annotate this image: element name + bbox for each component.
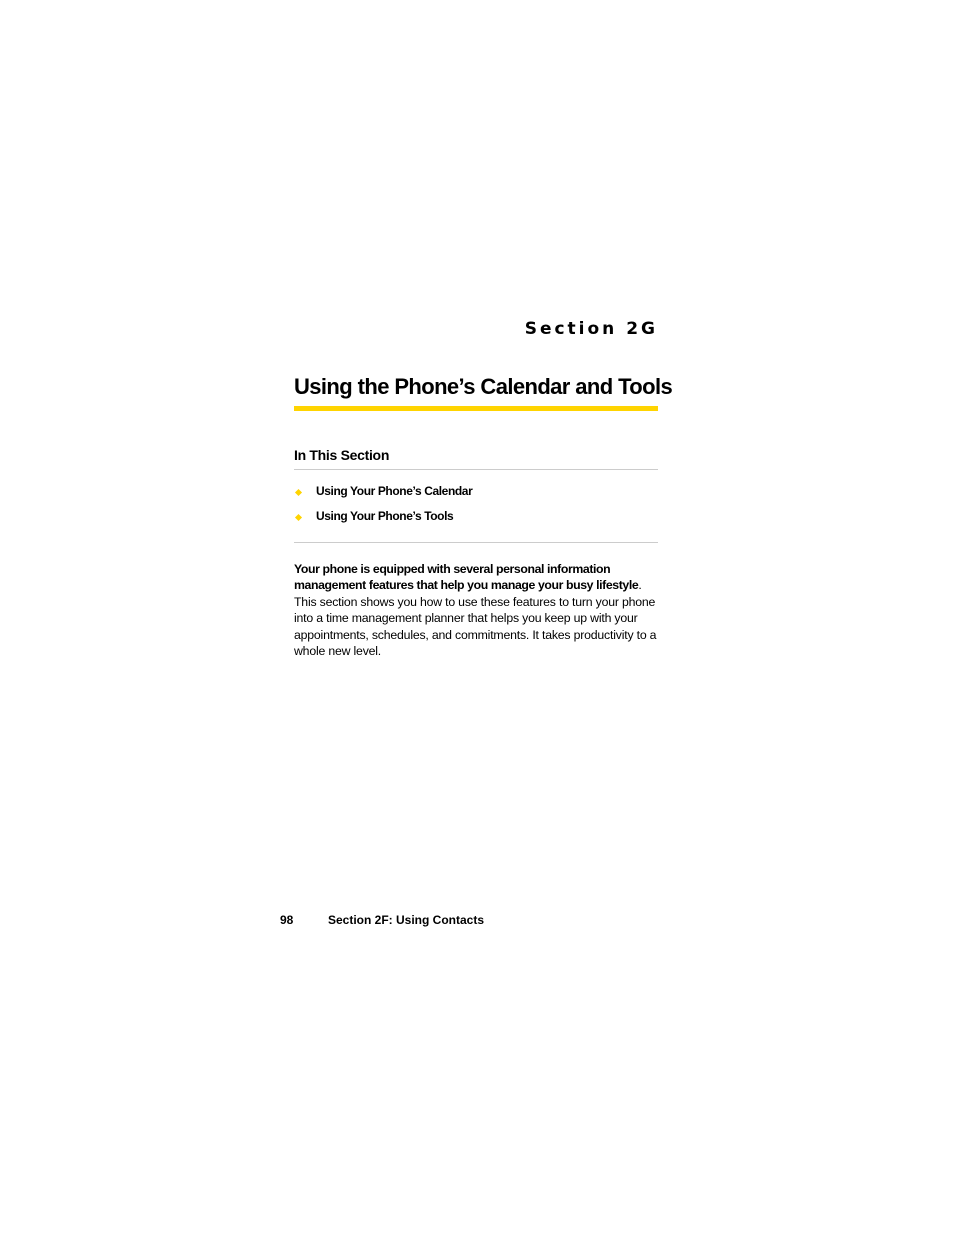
section-divider-bottom	[294, 542, 658, 543]
intro-lead: Your phone is equipped with several personal information management features that help you manage your busy lifestyle	[294, 562, 639, 593]
section-divider-top	[294, 469, 658, 470]
page-footer	[280, 911, 484, 929]
footer-section-ref: Section 2F: Using Contacts	[328, 913, 485, 927]
title-underline	[294, 406, 658, 411]
toc-item-calendar[interactable]	[294, 481, 472, 501]
intro-lead-end: .	[638, 578, 642, 593]
intro-paragraph	[294, 561, 658, 659]
page-number: 98	[280, 913, 294, 927]
toc-item-label: Using Your Phone’s Tools	[316, 509, 454, 523]
toc-item-tools[interactable]	[294, 506, 453, 526]
section-label: Section 2G	[524, 319, 658, 339]
bullet-icon	[295, 488, 302, 495]
intro-body: This section shows you how to use these features to turn your phone into a time management planner that helps you keep up with your appointments, schedules, and commitments. It takes productivity to a whole new level.	[294, 594, 657, 659]
page-title: Using the Phone’s Calendar and Tools	[294, 374, 673, 399]
toc-item-label: Using Your Phone’s Calendar	[316, 484, 473, 498]
in-this-section-heading: In This Section	[294, 447, 390, 463]
bullet-icon	[295, 513, 302, 520]
